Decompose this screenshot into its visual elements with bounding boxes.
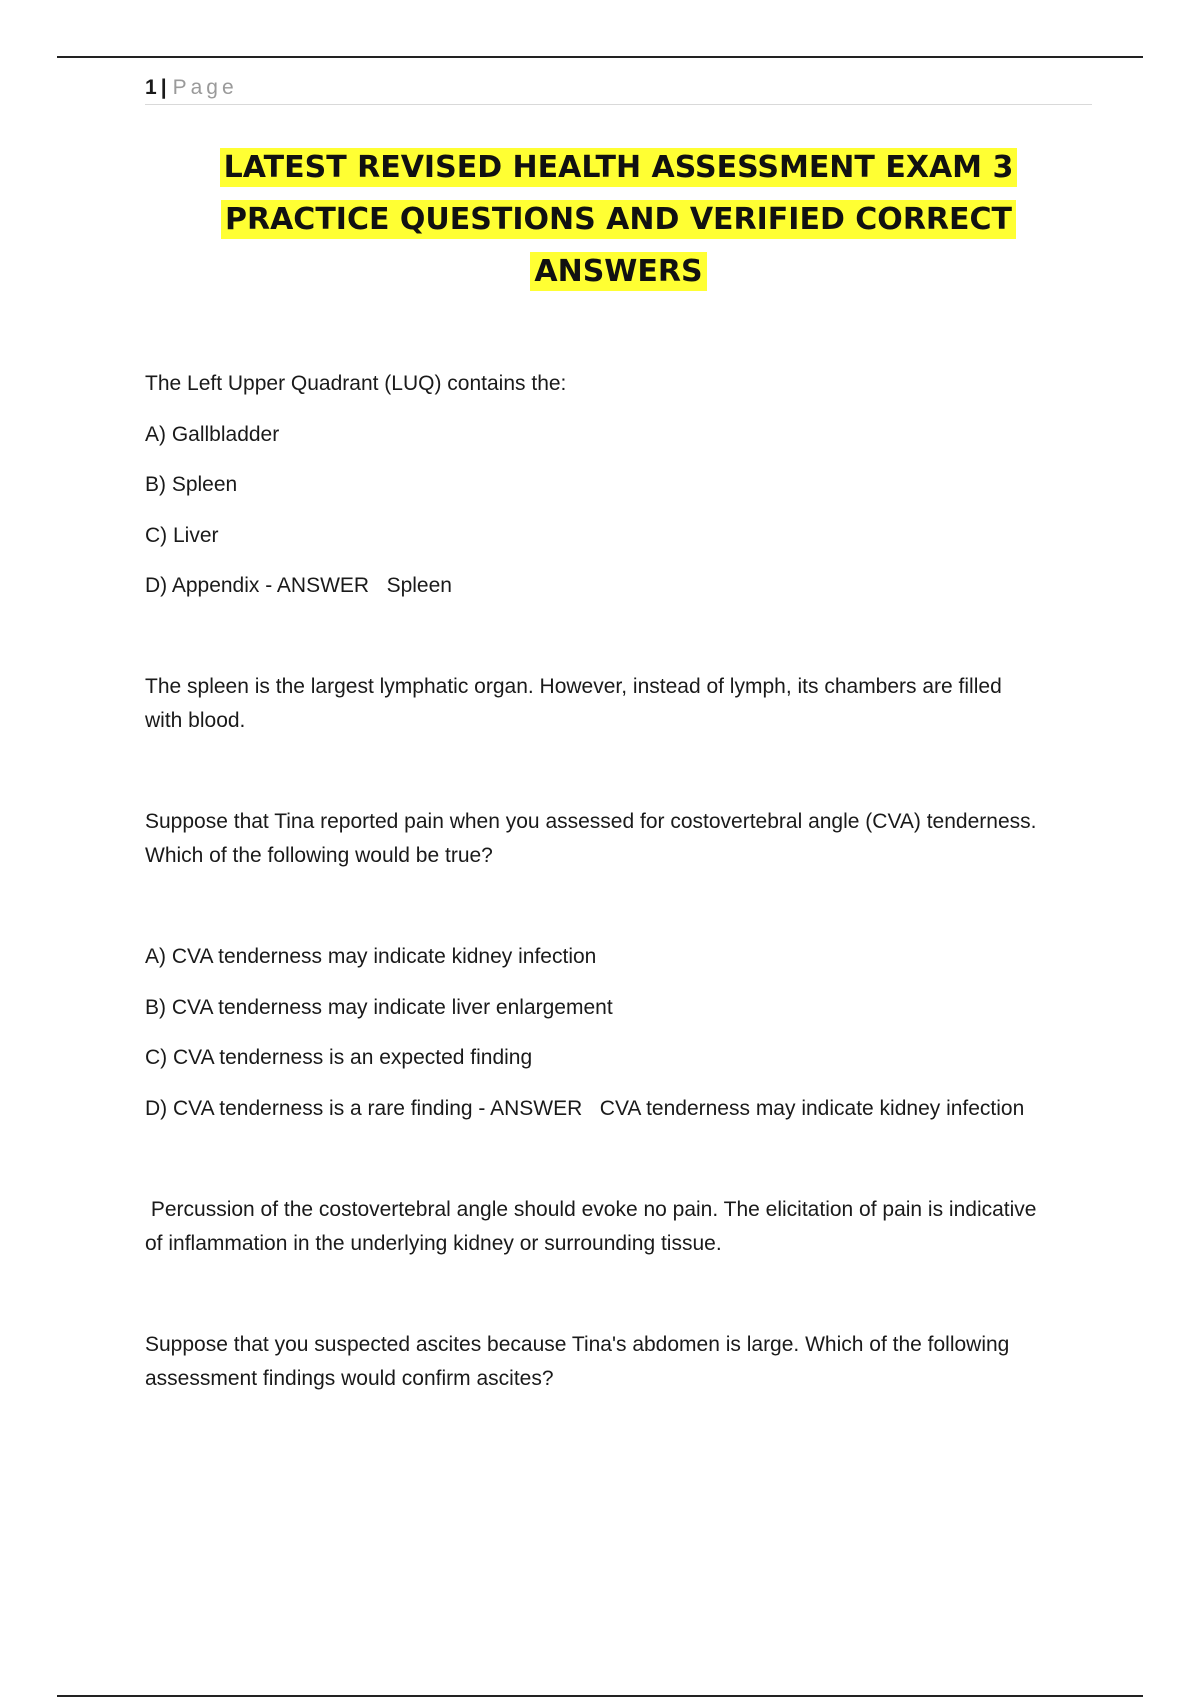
q2-question-line-1: Suppose that Tina reported pain when you assessed for costovertebral angle (CVA) tenderness.: [145, 810, 1037, 833]
page-number: 1: [145, 76, 157, 99]
q2-option-d-answer: D) CVA tenderness is a rare finding - ANSWER CVA tenderness may indicate kidney infection: [145, 1097, 1025, 1120]
bottom-rule: [57, 1695, 1143, 1697]
title-line-2: PRACTICE QUESTIONS AND VERIFIED CORRECT: [221, 200, 1016, 239]
page-word: Page: [172, 76, 238, 99]
q3-question-line-2: assessment findings would confirm ascites?: [145, 1367, 554, 1390]
q1-explanation-line-2: with blood.: [145, 709, 246, 732]
title-line-3: ANSWERS: [530, 252, 706, 291]
q1-option-d-answer: D) Appendix - ANSWER Spleen: [145, 574, 452, 597]
page-header: [145, 72, 1092, 105]
q2-option-c: C) CVA tenderness is an expected finding: [145, 1046, 533, 1069]
q2-question: [145, 805, 1095, 873]
q2-option-b: B) CVA tenderness may indicate liver enlargement: [145, 996, 613, 1019]
title-line-1: LATEST REVISED HEALTH ASSESSMENT EXAM 3: [220, 148, 1018, 187]
page-separator: |: [160, 76, 167, 99]
q1-option-a: A) Gallbladder: [145, 423, 280, 446]
q2-question-line-2: Which of the following would be true?: [145, 844, 493, 867]
top-rule: [57, 56, 1143, 58]
q2-explanation-line-1: Percussion of the costovertebral angle should evoke no pain. The elicitation of pain is indicative: [145, 1198, 1037, 1221]
q1-explanation-line-1: The spleen is the largest lymphatic organ. However, instead of lymph, its chambers are filled: [145, 675, 1002, 698]
q1-option-b: B) Spleen: [145, 473, 238, 496]
q1-explanation: [145, 670, 1095, 738]
q2-option-a: A) CVA tenderness may indicate kidney infection: [145, 945, 597, 968]
q2-explanation: [145, 1193, 1095, 1261]
q1-question: The Left Upper Quadrant (LUQ) contains the:: [145, 372, 567, 395]
q1-option-c: C) Liver: [145, 524, 219, 547]
q3-question: [145, 1328, 1095, 1396]
document-title: [145, 142, 1092, 298]
q3-question-line-1: Suppose that you suspected ascites because Tina's abdomen is large. Which of the following: [145, 1333, 1010, 1356]
q2-explanation-line-2: of inflammation in the underlying kidney or surrounding tissue.: [145, 1232, 722, 1255]
